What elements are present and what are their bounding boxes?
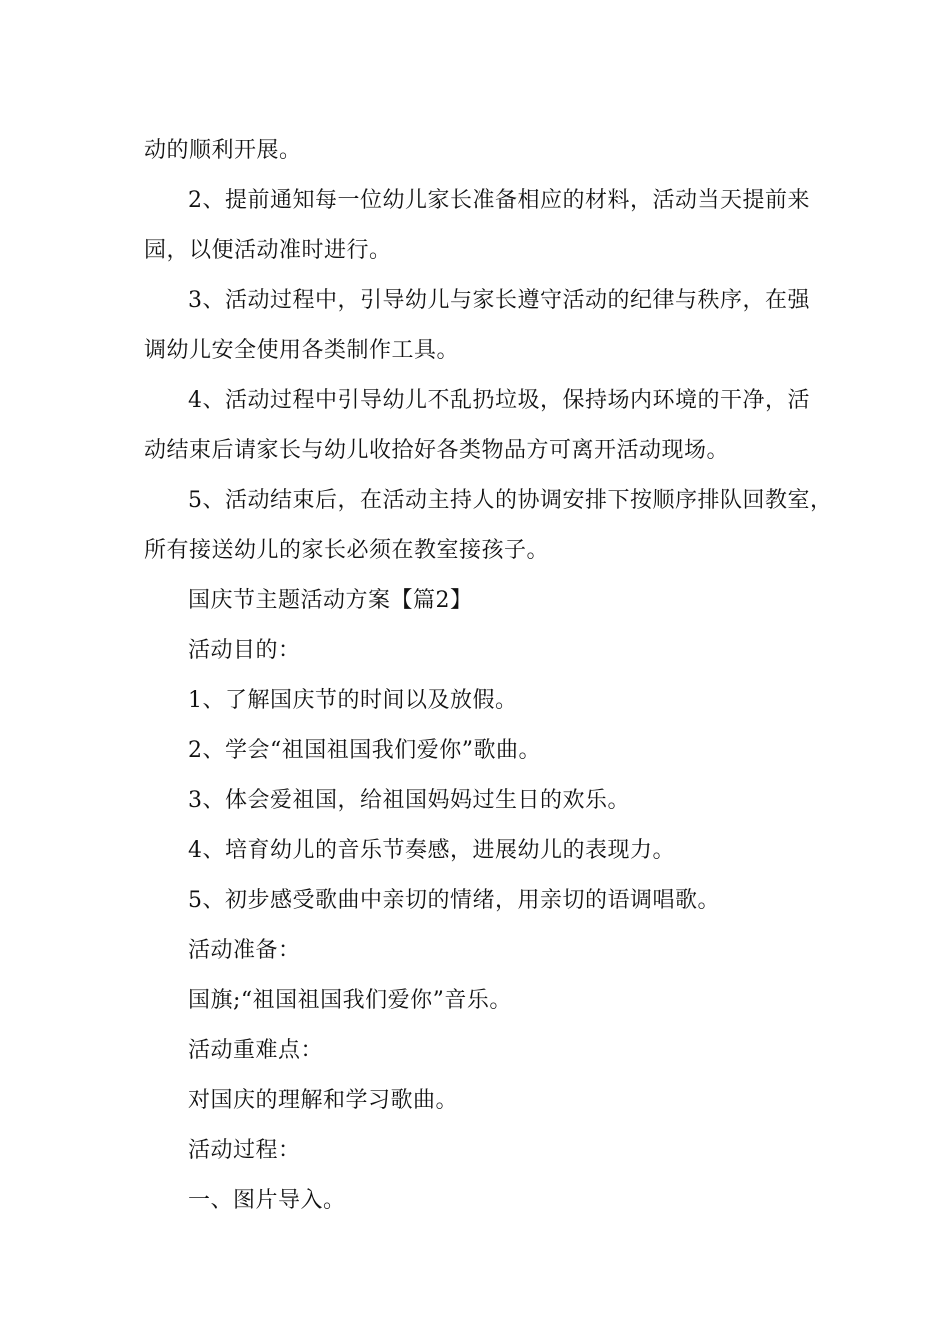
list-item-3-line-2: 调幼儿安全使用各类制作工具。 bbox=[144, 338, 460, 363]
list-item-2-line-1: 2、提前通知每一位幼儿家长准备相应的材料，活动当天提前来 bbox=[188, 188, 810, 213]
list-item-5-line-1: 5、活动结束后，在活动主持人的协调安排下按顺序排队回教室， bbox=[188, 488, 833, 513]
preparation-text: 国旗;“祖国祖国我们爱你”音乐。 bbox=[188, 988, 512, 1013]
list-item-4-line-2: 动结束后请家长与幼儿收拾好各类物品方可离开活动现场。 bbox=[144, 438, 730, 463]
list-item-2-line-2: 园，以便活动准时进行。 bbox=[144, 238, 392, 263]
list-item-4-line-1: 4、活动过程中引导幼儿不乱扔垃圾，保持场内环境的干净，活 bbox=[188, 388, 810, 413]
goal-item-5: 5、初步感受歌曲中亲切的情绪，用亲切的语调唱歌。 bbox=[188, 888, 720, 913]
key-points-text: 对国庆的理解和学习歌曲。 bbox=[188, 1088, 459, 1113]
goal-item-1: 1、了解国庆节的时间以及放假。 bbox=[188, 688, 518, 713]
heading-key-points: 活动重难点： bbox=[188, 1038, 324, 1063]
goal-item-4: 4、培育幼儿的音乐节奏感，进展幼儿的表现力。 bbox=[188, 838, 675, 863]
heading-activity-goals: 活动目的： bbox=[188, 638, 301, 663]
section-title: 国庆节主题活动方案【篇2】 bbox=[188, 588, 473, 613]
heading-preparation: 活动准备： bbox=[188, 938, 301, 963]
goal-item-3: 3、体会爱祖国，给祖国妈妈过生日的欢乐。 bbox=[188, 788, 630, 813]
heading-process: 活动过程： bbox=[188, 1138, 301, 1163]
process-step-1: 一、图片导入。 bbox=[188, 1188, 346, 1213]
goal-item-2: 2、学会“祖国祖国我们爱你”歌曲。 bbox=[188, 738, 541, 763]
list-item-5-line-2: 所有接送幼儿的家长必须在教室接孩子。 bbox=[144, 538, 550, 563]
paragraph-line-continuation: 动的顺利开展。 bbox=[144, 138, 302, 163]
list-item-3-line-1: 3、活动过程中，引导幼儿与家长遵守活动的纪律与秩序，在强 bbox=[188, 288, 810, 313]
